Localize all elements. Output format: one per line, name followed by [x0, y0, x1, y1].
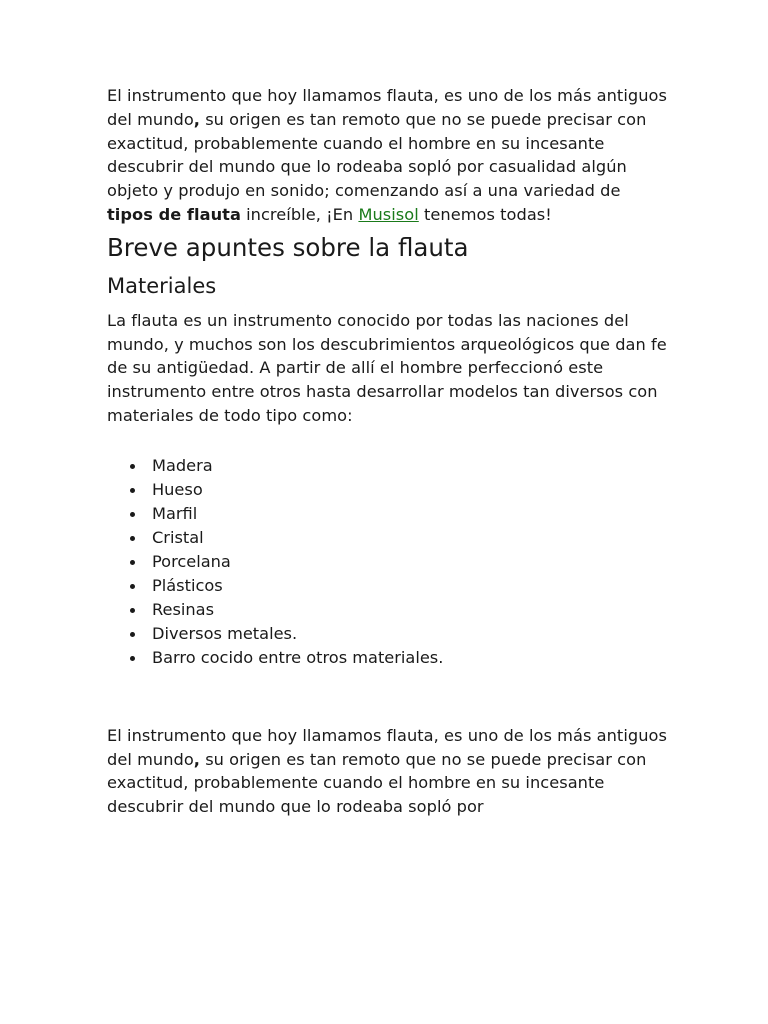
musisol-link[interactable]: Musisol — [358, 204, 419, 224]
intro-bold-text: tipos de flauta — [107, 204, 241, 224]
intro-text-2: su origen es tan remoto que no se puede precisar con exactitud, probablemente cuando el hombre en su incesante descubrir del mundo que lo rodeaba sopló por casualidad algún objeto y produjo en sonido; comenzando así a una variedad de — [107, 109, 647, 201]
list-item: Diversos metales. — [152, 622, 667, 646]
intro-text-4: tenemos todas! — [418, 204, 552, 224]
materials-list — [107, 454, 667, 670]
list-item: Madera — [152, 454, 667, 478]
materials-paragraph: La flauta es un instrumento conocido por todas las naciones del mundo, y muchos son los descubrimientos arqueológicos que dan fe de su antigüedad. A partir de allí el hombre perfeccionó este instrumento entre otros hasta desarrollar modelos tan diversos con materiales de todo tipo como: — [107, 310, 667, 425]
section-title: Breve apuntes sobre la flauta — [107, 232, 469, 262]
repeat-text-1: El instrumento que hoy llamamos flauta, es uno de los más antiguos del mundo — [107, 725, 667, 769]
list-item: Cristal — [152, 526, 667, 550]
list-item: Resinas — [152, 598, 667, 622]
intro-text-3: increíble, ¡En — [240, 204, 359, 224]
intro-text-1: El instrumento que hoy llamamos flauta, es uno de los más antiguos del mundo — [107, 86, 667, 129]
section-subtitle: Materiales — [107, 273, 217, 298]
repeat-comma: , — [193, 749, 200, 769]
document-page — [107, 84, 667, 819]
intro-paragraph — [107, 84, 667, 227]
repeat-paragraph — [107, 724, 667, 819]
list-item: Marfil — [152, 502, 667, 526]
list-item: Barro cocido entre otros materiales. — [152, 646, 667, 670]
list-item: Hueso — [152, 478, 667, 502]
intro-comma: , — [193, 109, 200, 129]
repeat-text-2: su origen es tan remoto que no se puede precisar con exactitud, probablemente cuando el hombre en su incesante descubrir del mundo que lo rodeaba sopló por — [107, 749, 647, 817]
list-item: Plásticos — [152, 574, 667, 598]
list-item: Porcelana — [152, 550, 667, 574]
